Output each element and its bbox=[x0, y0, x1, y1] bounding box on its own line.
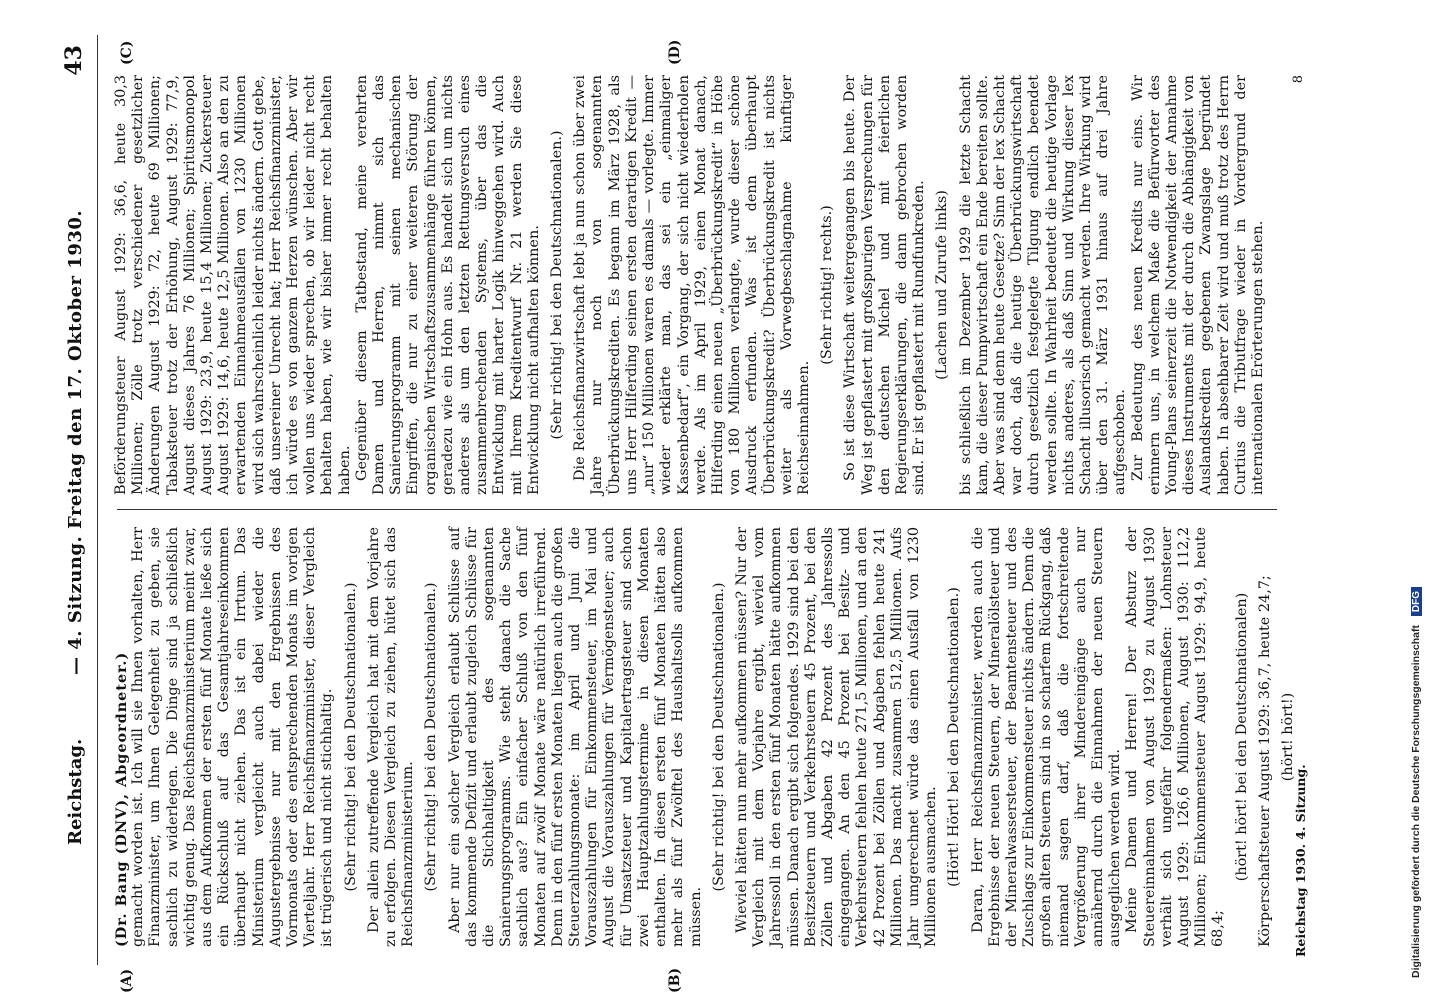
margin-mark-a: (A) bbox=[119, 968, 135, 993]
paragraph: Beförderungsteuer August 1929: 36,6, heute 30,3 Millionen; Zölle trotz verschiedener gesetzlicher Änderungen August 1929: 72, heute 69 Millionen; Tabaksteuer trotz der Erhöhung, August 1929: 77,9, August dieses Jahres 76 Millionen; Spiritusmonopol August 1929: 23,9, heute 15,4 Millionen; Zuckersteuer August 1929: 14,6, heute 12,5 Millionen. Also an den zu erwartenden Einnahmeausfällen von 1230 Millionen wird sich wahrscheinlich leider nichts ändern. Gott gebe, daß unsereiner Unrecht hat; Herr Reichsfinanzminister, ich würde es von ganzem Herzen wünschen. Aber wir wollen uns wieder sprechen, ob wir leider nicht recht behalten haben, wie wir bisher immer recht behalten haben. bbox=[113, 75, 353, 495]
dfg-credit bbox=[1410, 18, 1422, 978]
margin-mark-c: (C) bbox=[119, 40, 135, 65]
paragraph: gemacht worden ist. Ich will sie Ihnen vorhalten, Herr Finanzminister, um Ihnen Gelegenheit zu geben, sie sachlich zu widerlegen. Die Dinge sind ja schließlich wichtig genug. Das Reichsfinanzministerium meint zwar, aus dem Aufkommen der ersten fünf Monate ließe sich ein Rückschluß auf das Gesamtjahreseinkommen überhaupt nicht ziehen. Das ist ein Irrtum. Das Ministerium vergleicht auch dabei wieder die Augustergebnisse nur mit den Ergebnissen des Vormonats oder des entsprechenden Monats im vorigen Vierteljahr. Herr Reichsfinanzminister, dieser Vergleich ist trügerisch und nicht stichhaltig. bbox=[130, 527, 336, 947]
paragraph: Daran, Herr Reichsfinanzminister, werden auch die Ergebnisse der neuen Steuern, der Mineralölsteuer und der Mineralwassersteuer, der Beamtensteuer und des Zuschlags zur Einkommensteuer nichts ändern. Denn die großen alten Steuern sind in so scharfem Rückgang, daß niemand sagen darf, daß die fortschreitende Vergrößerung ihrer Mindereingänge auch nur annähernd durch die Einnahmen der neuen Steuern ausgeglichen werden wird. bbox=[969, 527, 1124, 947]
dfg-sidebar bbox=[1405, 10, 1427, 990]
interjection: (Sehr richtig! bei den Deutschnationalen.) bbox=[342, 582, 359, 892]
paragraph: So ist diese Wirtschaft weitergegangen bis heute. Der Weg ist gepflastert mit großspurigen Versprechungen für den deutschen Michel und mit feierlichen Regierungserklärungen, die dann gebrochen worden sind. Er ist gepflastert mit Rundfunkreden. bbox=[842, 75, 928, 495]
interjection: (hört! hört! bei den Deutschnationalen) bbox=[1233, 592, 1250, 882]
interjection: (hört! hört!) bbox=[1280, 692, 1296, 782]
paragraph: Körperschaftsteuer August 1929: 36,7, heute 24,7; bbox=[1256, 575, 1273, 947]
interjection: (Lachen und Zurufe links) bbox=[934, 190, 951, 380]
paragraph: Die Reichsfinanzwirtschaft lebt ja nun schon über zwei Jahre nur noch von sogenannten Überbrückungskrediten. Es begann im März 1928, als uns Herr Hilferding seinen ersten derartigen Kredit — „nur“ 150 Millionen waren es damals — vorlegte. Immer wieder erklärte man, das sei ein „einmaliger Kassenbedarf“, ein Vorgang, der sich nicht wiederholen werde. Als im April 1929, einen Monat danach, Hilferding einen neuen „Überbrückungskredit“ in Höhe von 180 Millionen verlangte, wurde dieser schöne Ausdruck erfunden. Was ist denn überhaupt Überbrückungskredit? Überbrückungskredit ist nichts weiter als Vorwegbeschlagnahme künftiger Reichseinnahmen. bbox=[572, 75, 812, 495]
paragraph: Zur Bedeutung des neuen Kredits nur eins. Wir erinnern uns, in welchem Maße die Befürworter des Young-Plans seinerzeit die Notwendigkeit der Annahme dieses Instruments mit der durch die Abhängigkeit von Auslandskrediten gegebenen Zwangslage begründet haben. In absehbarer Zeit wird und muß trotz des Herrn Curtius die Tributfrage wieder in Vordergrund der internationalen Erörterungen stehen. bbox=[1129, 75, 1266, 495]
page-footer bbox=[1293, 35, 1323, 965]
interjection: (Sehr richtig! bei den Deutschnationalen.) bbox=[549, 130, 566, 440]
header-left: Reichstag. bbox=[65, 738, 86, 845]
interjection: (Sehr richtig! bei den Deutschnationalen.) bbox=[710, 582, 727, 892]
interjection: (Sehr richtig! rechts.) bbox=[819, 205, 836, 365]
page-header bbox=[57, 35, 97, 965]
document-page bbox=[57, 35, 1377, 993]
right-column bbox=[113, 75, 1267, 495]
speaker-line: (Dr. Bang (DNV), Abgeordneter.) bbox=[113, 651, 130, 947]
margin-mark-b: (B) bbox=[667, 967, 683, 993]
column-divider bbox=[117, 509, 1277, 510]
paragraph: bis schließlich im Dezember 1929 die letzte Schacht kam, die dieser Pumpwirtschaft ein Ende bereiten sollte. Aber was sind denn heute Gesetze? Sinn der lex Schacht war doch, daß die heutige Überbrückungswirtschaft durch gesetzlich festgelegte Tilgung endlich beendet werden sollte. In Wahrheit bedeutet die heutige Vorlage nichts anderes, als daß Sinn und Wirkung dieser lex Schacht illusorisch gemacht werden. Ihre Wirkung wird über den 31. März 1931 hinaus auf drei Jahre aufgeschoben. bbox=[957, 75, 1129, 495]
dfg-credit-text: Digitalisierung gefördert durch die Deutsche Forschungsgemeinschaft bbox=[1410, 625, 1422, 978]
page-number: 43 bbox=[61, 45, 87, 76]
margin-mark-d: (D) bbox=[667, 39, 683, 65]
header-title: — 4. Sitzung. Freitag den 17. Oktober 1930. bbox=[65, 209, 86, 675]
paragraph: Gegenüber diesem Tatbestand, meine verehrten Damen und Herren, nimmt sich das Sanierungsprogramm mit seinen mechanischen Eingriffen, die nur zu einer weiteren Störung der organischen Wirtschaftszusammenhänge führen können, geradezu wie ein Hohn aus. Es handelt sich um nichts anderes als um den letzten Rettungsversuch eines zusammenbrechenden Systems, über das die Entwicklung mit harter Logik hinweggehen wird. Auch mit Ihrem Kreditentwurf Nr. 21 werden Sie diese Entwicklung nicht aufhalten können. bbox=[353, 75, 542, 495]
paragraph: Meine Damen und Herren! Der Absturz der Steuereinnahmen von August 1929 zu August 1930 verhält sich ungefähr folgendermaßen: Lohnsteuer August 1929: 126,6 Millionen, August 1930: 112,2 Millionen; Einkommensteuer August 1929: 94,9, heute 68,4; bbox=[1124, 527, 1227, 947]
header-rule bbox=[97, 35, 98, 965]
footer-sheet-number: 8 bbox=[1291, 75, 1306, 84]
paragraph: Wieviel hätten nun mehr aufkommen müssen? Nur der Vergleich mit dem Vorjahre ergibt, wieviel vom Jahressoll in den ersten fünf Monaten hätte aufkommen müssen. Danach ergibt sich folgendes. 1929 sind bei den Besitzsteuern und Verkehrsteuern 45 Prozent, bei den Zöllen und Abgaben 42 Prozent des Jahressolls eingegangen. An den 45 Prozent bei Besitz- und Verkehrsteuern fehlen heute 271,5 Millionen, und an den 42 Prozent bei Zöllen und Abgaben fehlen heute 241 Millionen. Das macht zusammen 512,5 Millionen. Aufs Jahr umgerechnet würde das einen Ausfall von 1230 Millionen ausmachen. bbox=[733, 527, 940, 947]
paragraph: Aber nur ein solcher Vergleich erlaubt Schlüsse auf das kommende Defizit und erlaubt zugleich Schlüsse für die Stichhaltigkeit des sogenannten Sanierungsprogramms. Wie steht danach die Sache sachlich aus? Ein einfacher Schluß von den fünf Monaten auf zwölf Monate wäre natürlich irreführend. Denn in den fünf ersten Monaten liegen auch die großen Steuerzahlungsmonate: im April und Juni die Vorauszahlungen für Einkommensteuer, im Mai und August die Vorauszahlungen für Vermögensteuer; auch für Umsatzsteuer und Kapitalertragsteuer sind schon zwei Hauptzahlungstermine in diesen Monaten enthalten. In diesen ersten fünf Monaten hätten also mehr als fünf Zwölftel des Haushaltsolls aufkommen müssen. bbox=[446, 527, 704, 947]
left-column bbox=[113, 527, 1303, 947]
paragraph: Der allein zutreffende Vergleich hat mit dem Vorjahre zu erfolgen. Diesen Vergleich zu ziehen, hütet sich das Reichsfinanzministerium. bbox=[365, 527, 417, 947]
interjection: (Sehr richtig! bei den Deutschnationalen.) bbox=[423, 582, 440, 892]
dfg-logo: DFG bbox=[1411, 587, 1422, 616]
footer-signature: Reichstag 1930. 4. Sitzung. bbox=[1293, 764, 1308, 957]
interjection: (Hört! Hört! bei den Deutschnationalen.) bbox=[946, 587, 963, 887]
